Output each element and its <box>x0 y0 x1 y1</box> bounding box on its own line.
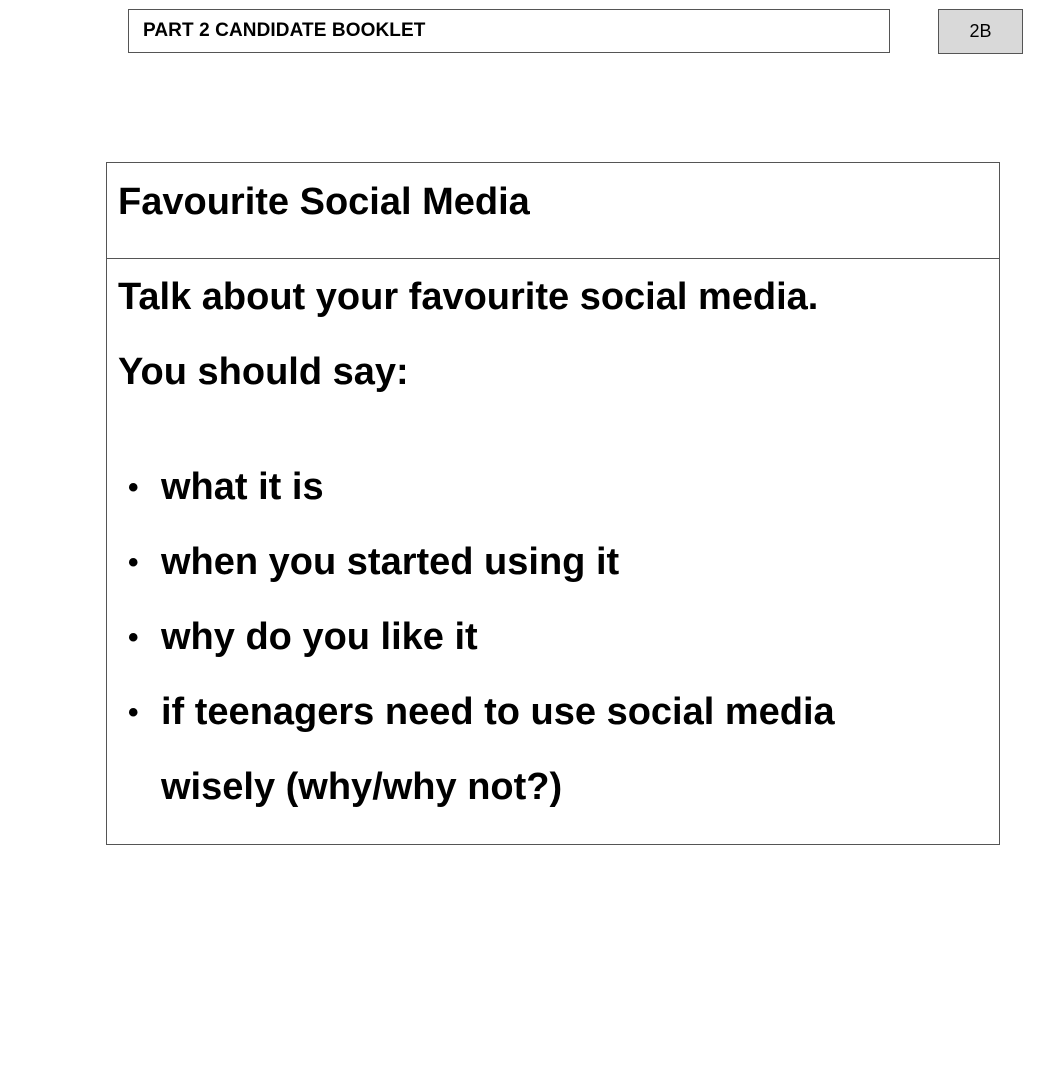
cue-card-point <box>107 600 927 675</box>
cue-card-should-say: You should say: <box>118 351 409 393</box>
cue-card-point-text: when you started using it <box>161 541 620 583</box>
bullet-icon: • <box>128 471 139 504</box>
booklet-header <box>128 9 890 53</box>
cue-card-point <box>107 525 927 600</box>
cue-card-prompt: Talk about your favourite social media. <box>118 276 819 318</box>
booklet-label: PART 2 CANDIDATE BOOKLET <box>143 20 426 41</box>
cue-card <box>106 162 1000 845</box>
bullet-icon: • <box>128 696 139 729</box>
bullet-icon: • <box>128 621 139 654</box>
cue-card-point-text: what it is <box>161 466 324 508</box>
cue-card-point <box>107 450 927 525</box>
cue-card-point <box>107 675 927 825</box>
cue-card-points <box>107 450 927 825</box>
cue-card-point-text: if teenagers need to use social media wisely (why/why not?) <box>161 691 835 808</box>
cue-card-title: Favourite Social Media <box>118 181 530 223</box>
bullet-icon: • <box>128 546 139 579</box>
booklet-code: 2B <box>969 21 992 41</box>
booklet-code-box <box>938 9 1023 54</box>
cue-card-point-text: why do you like it <box>161 616 478 658</box>
cue-card-title-row <box>107 163 999 259</box>
